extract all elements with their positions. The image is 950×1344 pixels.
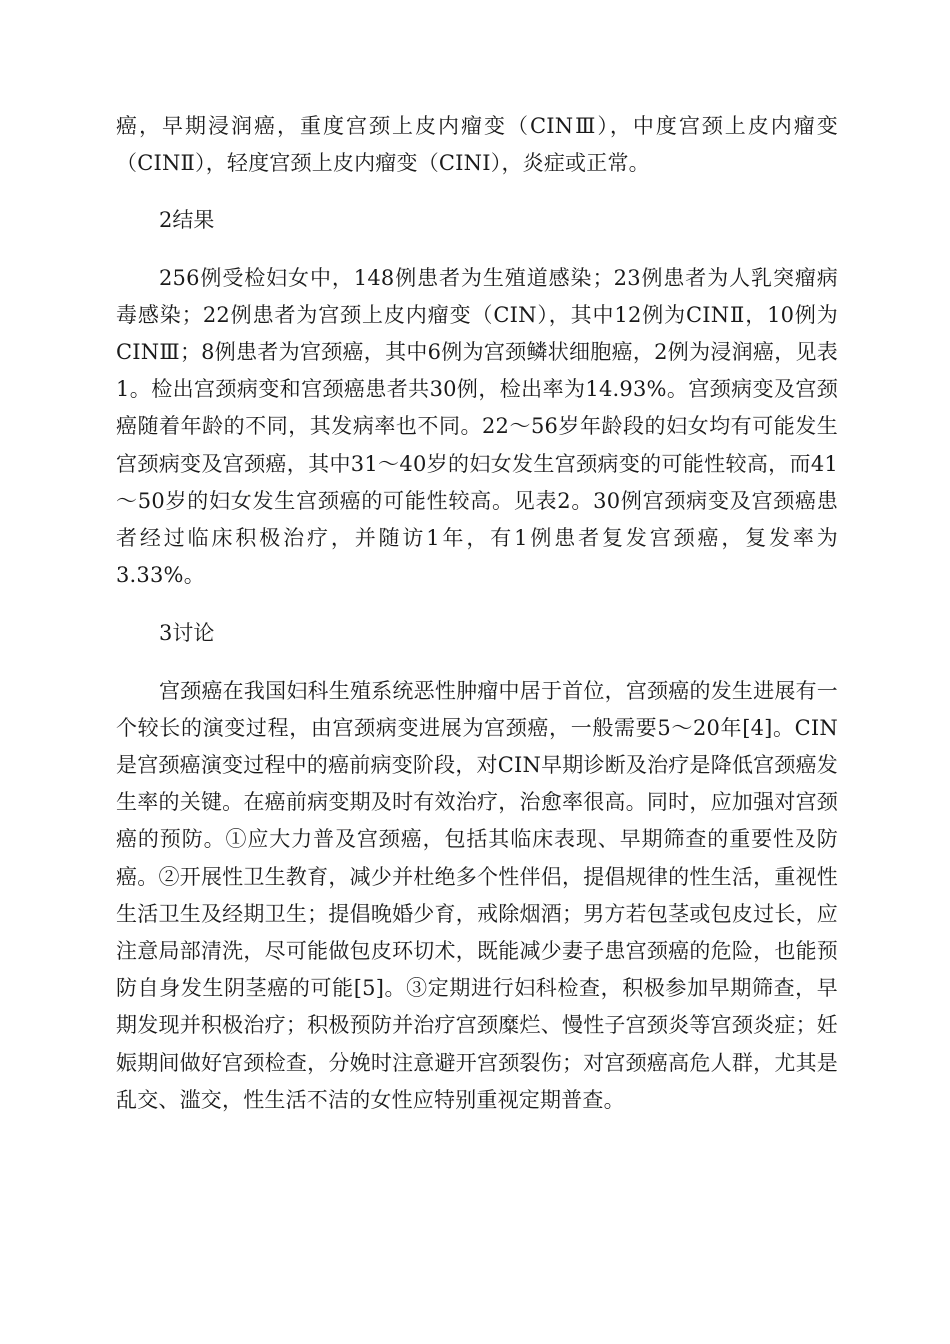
results-paragraph: 256例受检妇女中，148例患者为生殖道感染；23例患者为人乳突瘤病毒感染；22例患者为宫颈上皮内瘤变（CIN），其中12例为CINⅡ，10例为CINⅢ；8例患者为宫颈癌，其中6例为宫颈鳞状细胞癌，2例为浸润癌，见表1。检出宫颈病变和宫颈癌患者共30例，检出率为14.93%。宫颈病变及宫颈癌随着年龄的不同，其发病率也不同。22～56岁年龄段的妇女均有可能发生宫颈病变及宫颈癌，其中31～40岁的妇女发生宫颈病变的可能性较高，而41～50岁的妇女发生宫颈癌的可能性较高。见表2。30例宫颈病变及宫颈癌患者经过临床积极治疗，并随访1年，有1例患者复发宫颈癌，复发率为3.33%。 xyxy=(116,265,838,588)
discussion-heading: 3讨论 xyxy=(159,621,215,646)
results-heading: 2结果 xyxy=(159,208,215,233)
intro-tail-paragraph: 癌，早期浸润癌，重度宫颈上皮内瘤变（CINⅢ），中度宫颈上皮内瘤变（CINⅡ），轻度宫颈上皮内瘤变（CINⅠ），炎症或正常。 xyxy=(116,114,838,176)
discussion-paragraph: 宫颈癌在我国妇科生殖系统恶性肿瘤中居于首位，宫颈癌的发生进展有一个较长的演变过程，由宫颈病变进展为宫颈癌，一般需要5～20年[4]。CIN是宫颈癌演变过程中的癌前病变阶段，对CIN早期诊断及治疗是降低宫颈癌发生率的关键。在癌前病变期及时有效治疗，治愈率很高。同时，应加强对宫颈癌的预防。①应大力普及宫颈癌，包括其临床表现、早期筛查的重要性及防癌。②开展性卫生教育，减少并杜绝多个性伴侣，提倡规律的性生活，重视性生活卫生及经期卫生；提倡晚婚少育，戒除烟酒；男方若包茎或包皮过长，应注意局部清洗，尽可能做包皮环切术，既能减少妻子患宫颈癌的危险，也能预防自身发生阴茎癌的可能[5]。③定期进行妇科检查，积极参加早期筛查，早期发现并积极治疗；积极预防并治疗宫颈糜烂、慢性子宫颈炎等宫颈炎症；妊娠期间做好宫颈检查，分娩时注意避开宫颈裂伤；对宫颈癌高危人群，尤其是乱交、滥交，性生活不洁的女性应特别重视定期普查。 xyxy=(116,678,838,1112)
document-page xyxy=(116,108,838,1119)
